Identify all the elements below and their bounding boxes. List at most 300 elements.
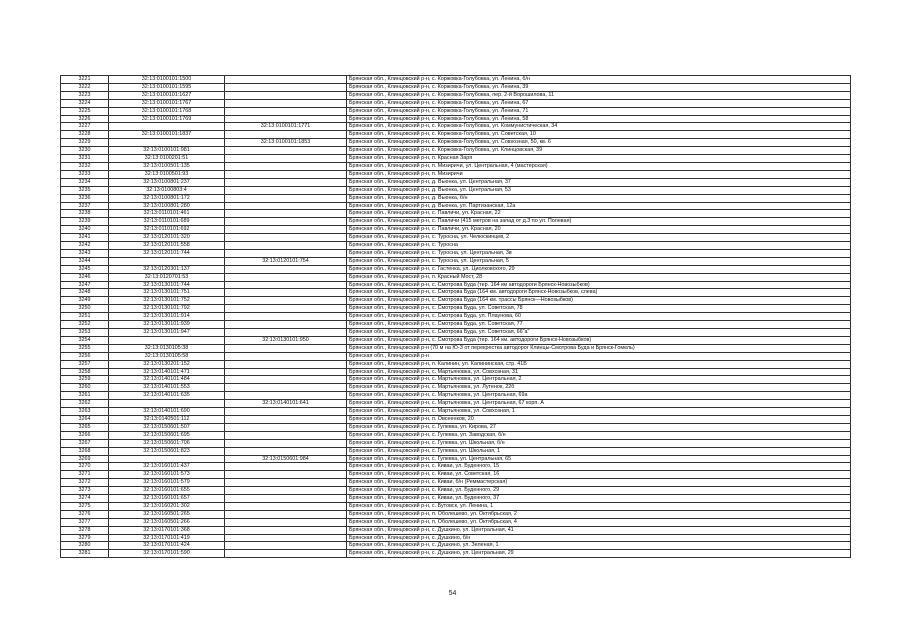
cadastral-number-alt-cell [225, 463, 347, 471]
cadastral-number-alt-cell [225, 107, 347, 115]
cadastral-number-cell: 32:13:0150601:695 [109, 431, 225, 439]
table-row [61, 502, 851, 510]
table-row [61, 289, 851, 297]
table-row [61, 242, 851, 250]
cadastral-number-cell: 32:13:0110101:692 [109, 226, 225, 234]
cadastral-number-cell: 32:13:0120301:137 [109, 265, 225, 273]
table-row [61, 218, 851, 226]
table-row [61, 313, 851, 321]
address-cell: Брянская обл., Клинцовский р-н, п. Красная Заря [347, 155, 851, 163]
cadastral-number-cell: 32:13:0140501:112 [109, 415, 225, 423]
cadastral-number-alt-cell: 32:13:0120101:754 [225, 257, 347, 265]
address-cell: Брянская обл., Клинцовский р-н, с. Мартьяновка, ул. Центральная, 69а [347, 392, 851, 400]
table-row [61, 495, 851, 503]
row-number-cell: 3242 [61, 242, 109, 250]
row-number-cell: 3273 [61, 487, 109, 495]
cadastral-number-alt-cell [225, 479, 347, 487]
table-row [61, 139, 851, 147]
row-number-cell: 3252 [61, 321, 109, 329]
cadastral-number-cell: 32:13:0100101:1595 [109, 83, 225, 91]
row-number-cell: 3277 [61, 518, 109, 526]
cadastral-number-alt-cell [225, 265, 347, 273]
cadastral-number-cell: 32:13:0120101:744 [109, 249, 225, 257]
address-cell: Брянская обл., Клинцовский р-н, п. Мизиричи, ул. Центральная, 4 (мастерская) [347, 162, 851, 170]
table-row [61, 431, 851, 439]
address-cell: Брянская обл., Клинцовский р-н, д. Вьюнка, ул. Центральная, 37 [347, 178, 851, 186]
cadastral-number-alt-cell [225, 423, 347, 431]
table-row [61, 76, 851, 84]
cadastral-number-cell: 32:13:0100801:280 [109, 202, 225, 210]
address-cell: Брянская обл., Клинцовский р-н, с. Мартьяновка, ул. Совхозная, 31 [347, 368, 851, 376]
table-row [61, 542, 851, 550]
table-row [61, 234, 851, 242]
row-number-cell: 3239 [61, 218, 109, 226]
row-number-cell: 3248 [61, 289, 109, 297]
cadastral-number-cell: 32:13:0130101:947 [109, 329, 225, 337]
cadastral-number-cell: 32:13:0130101:744 [109, 281, 225, 289]
table-row [61, 155, 851, 163]
cadastral-number-alt-cell [225, 186, 347, 194]
address-cell: Брянская обл., Клинцовский р-н, с. Павличи, ул. Красная, 22 [347, 210, 851, 218]
row-number-cell: 3243 [61, 249, 109, 257]
cadastral-number-cell: 32:13:0100101:1767 [109, 99, 225, 107]
address-cell: Брянская обл., Клинцовский р-н, с. Душкино, ул. Центральная, 29 [347, 550, 851, 558]
address-cell: Брянская обл., Клинцовский р-н, с. Смотрова Буда, ул. Советская, 77 [347, 321, 851, 329]
cadastral-number-cell: 32:13:0130101:752 [109, 297, 225, 305]
cadastral-number-alt-cell [225, 352, 347, 360]
address-cell: Брянская обл., Клинцовский р-н, с. Гулевка, ул. Кирова, 27 [347, 423, 851, 431]
row-number-cell: 3267 [61, 439, 109, 447]
address-cell: Брянская обл., Клинцовский р-н, с. Гулевка, ул. Заводская, б/н [347, 431, 851, 439]
cadastral-number-cell: 32:13:0120701:53 [109, 273, 225, 281]
table-row [61, 423, 851, 431]
address-cell: Брянская обл., Клинцовский р-н (70 м на Ю-З от перекрестка автодорог Клинцы-Смотрова Буда и Брянск-Гомель) [347, 344, 851, 352]
cadastral-number-alt-cell [225, 234, 347, 242]
address-cell: Брянская обл., Клинцовский р-н, с. Душкино, ул. Зеленая, 1 [347, 542, 851, 550]
row-number-cell: 3281 [61, 550, 109, 558]
row-number-cell: 3228 [61, 131, 109, 139]
address-cell: Брянская обл., Клинцовский р-н, с. Коржовка-Голубовка, ул. Ленина, б/н [347, 76, 851, 84]
address-cell: Брянская обл., Клинцовский р-н, с. Гулевка, ул. Школьная, б/н [347, 439, 851, 447]
cadastral-number-alt-cell: 32:13:0130101:950 [225, 336, 347, 344]
cadastral-number-alt-cell [225, 510, 347, 518]
cadastral-number-alt-cell [225, 329, 347, 337]
cadastral-number-cell [109, 123, 225, 131]
row-number-cell: 3276 [61, 510, 109, 518]
cadastral-number-cell: 32:13:0170101:424 [109, 542, 225, 550]
table-row [61, 131, 851, 139]
table-row [61, 178, 851, 186]
cadastral-number-cell: 32:13:0160101:579 [109, 479, 225, 487]
cadastral-number-alt-cell [225, 178, 347, 186]
cadastral-number-alt-cell [225, 360, 347, 368]
address-cell: Брянская обл., Клинцовский р-н, с. Коржовка-Голубовка, ул. Клинцовская, 39 [347, 147, 851, 155]
cadastral-number-alt-cell [225, 305, 347, 313]
address-cell: Брянская обл., Клинцовский р-н, д. Вьюнка, ул. Партизанская, 12а [347, 202, 851, 210]
table-row [61, 344, 851, 352]
cadastral-number-cell: 32:13:0150601:823 [109, 447, 225, 455]
table-row [61, 360, 851, 368]
cadastral-number-alt-cell [225, 526, 347, 534]
row-number-cell: 3249 [61, 297, 109, 305]
table-row [61, 210, 851, 218]
address-cell: Брянская обл., Клинцовский р-н, с. Смотрова Буда (164 км. автодороги Брянск-Новозыбков, слева) [347, 289, 851, 297]
address-cell: Брянская обл., Клинцовский р-н, с. Туросна, ул. Челюскинцев, 2 [347, 234, 851, 242]
cadastral-number-alt-cell [225, 297, 347, 305]
cadastral-number-alt-cell [225, 518, 347, 526]
cadastral-number-alt-cell: 32:13:0140101:641 [225, 400, 347, 408]
cadastral-number-cell: 32:13:0130105:38 [109, 344, 225, 352]
row-number-cell: 3274 [61, 495, 109, 503]
row-number-cell: 3241 [61, 234, 109, 242]
row-number-cell: 3225 [61, 107, 109, 115]
row-number-cell: 3253 [61, 329, 109, 337]
table-row [61, 265, 851, 273]
cadastral-number-cell: 32:13:0100803:4 [109, 186, 225, 194]
cadastral-number-cell [109, 455, 225, 463]
cadastral-number-cell: 32:13:0110101:461 [109, 210, 225, 218]
row-number-cell: 3270 [61, 463, 109, 471]
address-cell: Брянская обл., Клинцовский р-н, с. Смотрова Буда, ул. Плаунова, 60 [347, 313, 851, 321]
cadastral-number-alt-cell [225, 431, 347, 439]
table-row [61, 400, 851, 408]
table-row [61, 83, 851, 91]
table-row [61, 226, 851, 234]
address-cell: Брянская обл., Клинцовский р-н, п. Оболешево, ул. Октябрьская, 4 [347, 518, 851, 526]
row-number-cell: 3266 [61, 431, 109, 439]
table-row [61, 202, 851, 210]
table-row [61, 305, 851, 313]
address-cell: Брянская обл., Клинцовский р-н, с. Гулевка, ул. Центральная, 65 [347, 455, 851, 463]
table-row [61, 526, 851, 534]
address-cell: Брянская обл., Клинцовский р-н, с. Коржовка-Голубовка, пер. 2-й Ворошилова, 11 [347, 91, 851, 99]
cadastral-number-cell: 32:13:0100101:1768 [109, 107, 225, 115]
table-row [61, 170, 851, 178]
table-row [61, 439, 851, 447]
cadastral-number-alt-cell [225, 321, 347, 329]
cadastral-number-alt-cell [225, 202, 347, 210]
row-number-cell: 3279 [61, 534, 109, 542]
table-row [61, 91, 851, 99]
cadastral-number-alt-cell: 32:13:0100101:1771 [225, 123, 347, 131]
row-number-cell: 3256 [61, 352, 109, 360]
cadastral-number-alt-cell [225, 313, 347, 321]
table-row [61, 115, 851, 123]
cadastral-number-alt-cell: 32:13:0150601:984 [225, 455, 347, 463]
cadastral-number-cell: 32:13:0120101:558 [109, 242, 225, 250]
cadastral-number-alt-cell [225, 162, 347, 170]
cadastral-number-alt-cell: 32:13:0100101:1853 [225, 139, 347, 147]
row-number-cell: 3244 [61, 257, 109, 265]
cadastral-number-cell: 32:13:0130101:939 [109, 321, 225, 329]
row-number-cell: 3226 [61, 115, 109, 123]
address-cell: Брянская обл., Клинцовский р-н, с. Смотрова Буда, ул. Советская, 78 [347, 305, 851, 313]
cadastral-number-cell: 32:13:0100201:51 [109, 155, 225, 163]
cadastral-number-cell: 32:13:0170101:590 [109, 550, 225, 558]
cadastral-number-cell: 32:13:0120101:320 [109, 234, 225, 242]
cadastral-number-cell [109, 400, 225, 408]
cadastral-number-cell: 32:13:0130101:751 [109, 289, 225, 297]
registry-table [60, 75, 851, 558]
row-number-cell: 3223 [61, 91, 109, 99]
address-cell: Брянская обл., Клинцовский р-н, с. Коржовка-Голубовка, ул. Коммунистическая, 34 [347, 123, 851, 131]
table-row [61, 99, 851, 107]
address-cell: Брянская обл., Клинцовский р-н, с. Киваи, ул. Буденного, 29 [347, 487, 851, 495]
table-row [61, 408, 851, 416]
cadastral-number-cell: 32:13:0110101:689 [109, 218, 225, 226]
cadastral-number-cell [109, 257, 225, 265]
row-number-cell: 3269 [61, 455, 109, 463]
cadastral-number-alt-cell [225, 170, 347, 178]
address-cell: Брянская обл., Клинцовский р-н, п. Красный Мост, 28 [347, 273, 851, 281]
cadastral-number-cell: 32:13:0140101:553 [109, 384, 225, 392]
address-cell: Брянская обл., Клинцовский р-н, с. Павличи (415 метров на запад от д.3 по ул. Полевая) [347, 218, 851, 226]
cadastral-number-alt-cell [225, 226, 347, 234]
row-number-cell: 3227 [61, 123, 109, 131]
table-row [61, 415, 851, 423]
row-number-cell: 3221 [61, 76, 109, 84]
cadastral-number-alt-cell [225, 115, 347, 123]
row-number-cell: 3258 [61, 368, 109, 376]
table-row [61, 487, 851, 495]
address-cell: Брянская обл., Клинцовский р-н, с. Мартьяновка, ул. Центральная, 2 [347, 376, 851, 384]
table-row [61, 368, 851, 376]
row-number-cell: 3259 [61, 376, 109, 384]
address-cell: Брянская обл., Клинцовский р-н, с. Коржовка-Голубовка, ул. Советская, 10 [347, 131, 851, 139]
cadastral-number-cell: 32:13:0130101:914 [109, 313, 225, 321]
table-row [61, 273, 851, 281]
address-cell: Брянская обл., Клинцовский р-н, с. Смотрова Буда (тер. 164 км. автодороги Брянск-Новозыбков) [347, 336, 851, 344]
cadastral-number-cell: 32:13:0140101:690 [109, 408, 225, 416]
address-cell: Брянская обл., Клинцовский р-н, п. Мизиричи [347, 170, 851, 178]
cadastral-number-cell: 32:13:0140101:484 [109, 376, 225, 384]
address-cell: Брянская обл., Клинцовский р-н, с. Мартьяновка, ул. Центральная, 67 корп. А [347, 400, 851, 408]
cadastral-number-cell: 32:13:0100101:1769 [109, 115, 225, 123]
row-number-cell: 3237 [61, 202, 109, 210]
cadastral-number-alt-cell [225, 344, 347, 352]
row-number-cell: 3264 [61, 415, 109, 423]
address-cell: Брянская обл., Клинцовский р-н, с. Мартьяновка, ул. Лутенок, 22б [347, 384, 851, 392]
cadastral-number-alt-cell [225, 131, 347, 139]
address-cell: Брянская обл., Клинцовский р-н, с. Павличи, ул. Красная, 20 [347, 226, 851, 234]
cadastral-number-cell: 32:13:0160101:657 [109, 495, 225, 503]
row-number-cell: 3268 [61, 447, 109, 455]
address-cell: Брянская обл., Клинцовский р-н, с. Гулевка, ул. Школьная, 1 [347, 447, 851, 455]
table-row [61, 550, 851, 558]
cadastral-number-alt-cell [225, 194, 347, 202]
row-number-cell: 3233 [61, 170, 109, 178]
cadastral-number-cell: 32:13:0100101:1837 [109, 131, 225, 139]
table-row [61, 249, 851, 257]
cadastral-number-alt-cell [225, 281, 347, 289]
cadastral-number-cell: 32:13:0140101:471 [109, 368, 225, 376]
cadastral-number-alt-cell [225, 471, 347, 479]
row-number-cell: 3224 [61, 99, 109, 107]
table-row [61, 479, 851, 487]
cadastral-number-alt-cell [225, 242, 347, 250]
address-cell: Брянская обл., Клинцовский р-н, с. Коржовка-Голубовка, ул. Совхозная, 50, кв. 6 [347, 139, 851, 147]
row-number-cell: 3255 [61, 344, 109, 352]
row-number-cell: 3229 [61, 139, 109, 147]
address-cell: Брянская обл., Клинцовский р-н, с. Бутовск, ул. Ленина, 1 [347, 502, 851, 510]
cadastral-number-cell: 32:13:0170101:419 [109, 534, 225, 542]
cadastral-number-alt-cell [225, 408, 347, 416]
table-row [61, 447, 851, 455]
cadastral-number-cell: 32:13:0160101:573 [109, 471, 225, 479]
cadastral-number-alt-cell [225, 392, 347, 400]
row-number-cell: 3254 [61, 336, 109, 344]
row-number-cell: 3247 [61, 281, 109, 289]
address-cell: Брянская обл., Клинцовский р-н, с. Туросна, ул. Центральная, 3в [347, 249, 851, 257]
cadastral-number-cell: 32:13:0140101:635 [109, 392, 225, 400]
address-cell: Брянская обл., Клинцовский р-н, с. Смотрова Буда (164 км. трассы Брянск—Новозыбков) [347, 297, 851, 305]
row-number-cell: 3222 [61, 83, 109, 91]
address-cell: Брянская обл., Клинцовский р-н, с. Гастенка, ул. Циолковского, 29 [347, 265, 851, 273]
row-number-cell: 3260 [61, 384, 109, 392]
cadastral-number-alt-cell [225, 384, 347, 392]
cadastral-number-alt-cell [225, 218, 347, 226]
row-number-cell: 3246 [61, 273, 109, 281]
table-row [61, 257, 851, 265]
address-cell: Брянская обл., Клинцовский р-н, с. Киваи, ул. Буденного, 37 [347, 495, 851, 503]
address-cell: Брянская обл., Клинцовский р-н, п. Оболешево, ул. Октябрьская, 2 [347, 510, 851, 518]
address-cell: Брянская обл., Клинцовский р-н, с. Туросна, ул. Центральная, 5 [347, 257, 851, 265]
cadastral-number-cell: 32:13:0100801:172 [109, 194, 225, 202]
table-row [61, 392, 851, 400]
cadastral-number-alt-cell [225, 550, 347, 558]
cadastral-number-alt-cell [225, 83, 347, 91]
cadastral-number-alt-cell [225, 487, 347, 495]
row-number-cell: 3272 [61, 479, 109, 487]
table-row [61, 518, 851, 526]
address-cell: Брянская обл., Клинцовский р-н, с. Киваи, ул. Советская, 16 [347, 471, 851, 479]
cadastral-number-alt-cell [225, 495, 347, 503]
cadastral-number-alt-cell [225, 415, 347, 423]
row-number-cell: 3240 [61, 226, 109, 234]
address-cell: Брянская обл., Клинцовский р-н [347, 352, 851, 360]
cadastral-number-cell [109, 336, 225, 344]
address-cell: Брянская обл., Клинцовский р-н, с. Туросна [347, 242, 851, 250]
table-row [61, 352, 851, 360]
row-number-cell: 3257 [61, 360, 109, 368]
row-number-cell: 3236 [61, 194, 109, 202]
page-number: 54 [448, 590, 457, 597]
cadastral-number-cell: 32:13:0160101:437 [109, 463, 225, 471]
cadastral-number-cell: 32:13:0170101:368 [109, 526, 225, 534]
cadastral-number-cell: 32:13:0150601:706 [109, 439, 225, 447]
address-cell: Брянская обл., Клинцовский р-н, с. Душкино, ул. Центральная, 41 [347, 526, 851, 534]
address-cell: Брянская обл., Клинцовский р-н, с. Киваи, ул. Буденного, 15 [347, 463, 851, 471]
table-row [61, 463, 851, 471]
cadastral-number-alt-cell [225, 76, 347, 84]
address-cell: Брянская обл., Клинцовский р-н, п. Калинин, ул. Калининская, стр. 41Б [347, 360, 851, 368]
table-row [61, 162, 851, 170]
table-row [61, 455, 851, 463]
address-cell: Брянская обл., Клинцовский р-н, с. Коржовка-Голубовка, ул. Ленина, 71 [347, 107, 851, 115]
cadastral-number-cell: 32:13:0100101:981 [109, 147, 225, 155]
row-number-cell: 3232 [61, 162, 109, 170]
row-number-cell: 3251 [61, 313, 109, 321]
address-cell: Брянская обл., Клинцовский р-н, д. Вьюнка, б/н [347, 194, 851, 202]
row-number-cell: 3271 [61, 471, 109, 479]
row-number-cell: 3234 [61, 178, 109, 186]
cadastral-number-alt-cell [225, 91, 347, 99]
cadastral-number-alt-cell [225, 147, 347, 155]
cadastral-number-cell: 32:13:0100501:135 [109, 162, 225, 170]
address-cell: Брянская обл., Клинцовский р-н, с. Киваи, б/н (Реммастерская) [347, 479, 851, 487]
table-row [61, 194, 851, 202]
address-cell: Брянская обл., Клинцовский р-н, с. Смотрова Буда (тер. 164 км автодороги Брянск-Новозыбков) [347, 281, 851, 289]
table-row [61, 281, 851, 289]
cadastral-number-cell: 32:13:0130105:58 [109, 352, 225, 360]
cadastral-number-cell: 32:13:0100101:1627 [109, 91, 225, 99]
row-number-cell: 3263 [61, 408, 109, 416]
row-number-cell: 3250 [61, 305, 109, 313]
cadastral-number-alt-cell [225, 439, 347, 447]
table-row [61, 321, 851, 329]
registry-table-body [61, 76, 851, 558]
cadastral-number-alt-cell [225, 447, 347, 455]
row-number-cell: 3261 [61, 392, 109, 400]
cadastral-number-alt-cell [225, 534, 347, 542]
cadastral-number-alt-cell [225, 99, 347, 107]
cadastral-number-alt-cell [225, 542, 347, 550]
cadastral-number-cell: 32:13:0100101:1500 [109, 76, 225, 84]
row-number-cell: 3230 [61, 147, 109, 155]
row-number-cell: 3231 [61, 155, 109, 163]
row-number-cell: 3278 [61, 526, 109, 534]
address-cell: Брянская обл., Клинцовский р-н, с. Коржовка-Голубовка, ул. Ленина, 39 [347, 83, 851, 91]
cadastral-number-alt-cell [225, 249, 347, 257]
cadastral-number-cell: 32:13:0160501:266 [109, 518, 225, 526]
cadastral-number-cell: 32:13:0160201:302 [109, 502, 225, 510]
cadastral-number-alt-cell [225, 502, 347, 510]
cadastral-number-cell: 32:13:0130101:792 [109, 305, 225, 313]
table-row [61, 510, 851, 518]
row-number-cell: 3238 [61, 210, 109, 218]
cadastral-number-cell: 32:13:0100801:237 [109, 178, 225, 186]
row-number-cell: 3280 [61, 542, 109, 550]
row-number-cell: 3265 [61, 423, 109, 431]
address-cell: Брянская обл., Клинцовский р-н, д. Вьюнка, ул. Центральная, 53 [347, 186, 851, 194]
table-row [61, 329, 851, 337]
table-row [61, 107, 851, 115]
table-row [61, 336, 851, 344]
row-number-cell: 3275 [61, 502, 109, 510]
cadastral-number-cell: 32:13:0160101:655 [109, 487, 225, 495]
cadastral-number-alt-cell [225, 210, 347, 218]
cadastral-number-alt-cell [225, 273, 347, 281]
table-row [61, 384, 851, 392]
address-cell: Брянская обл., Клинцовский р-н, с. Коржовка-Голубовка, ул. Ленина, 67 [347, 99, 851, 107]
address-cell: Брянская обл., Клинцовский р-н, п. Овсеенков, 20 [347, 415, 851, 423]
row-number-cell: 3262 [61, 400, 109, 408]
address-cell: Брянская обл., Клинцовский р-н, с. Мартьяновка, ул. Совхозная, 1 [347, 408, 851, 416]
cadastral-number-cell: 32:13:0100501:93 [109, 170, 225, 178]
cadastral-number-cell: 32:13:0160501:265 [109, 510, 225, 518]
cadastral-number-cell: 32:13:0150601:507 [109, 423, 225, 431]
table-row [61, 297, 851, 305]
row-number-cell: 3245 [61, 265, 109, 273]
cadastral-number-alt-cell [225, 289, 347, 297]
address-cell: Брянская обл., Клинцовский р-н, с. Коржовка-Голубовка, ул. Ленина, 58 [347, 115, 851, 123]
row-number-cell: 3235 [61, 186, 109, 194]
cadastral-number-cell [109, 139, 225, 147]
table-row [61, 123, 851, 131]
cadastral-number-alt-cell [225, 368, 347, 376]
address-cell: Брянская обл., Клинцовский р-н, с. Душкино, б/н [347, 534, 851, 542]
table-row [61, 471, 851, 479]
